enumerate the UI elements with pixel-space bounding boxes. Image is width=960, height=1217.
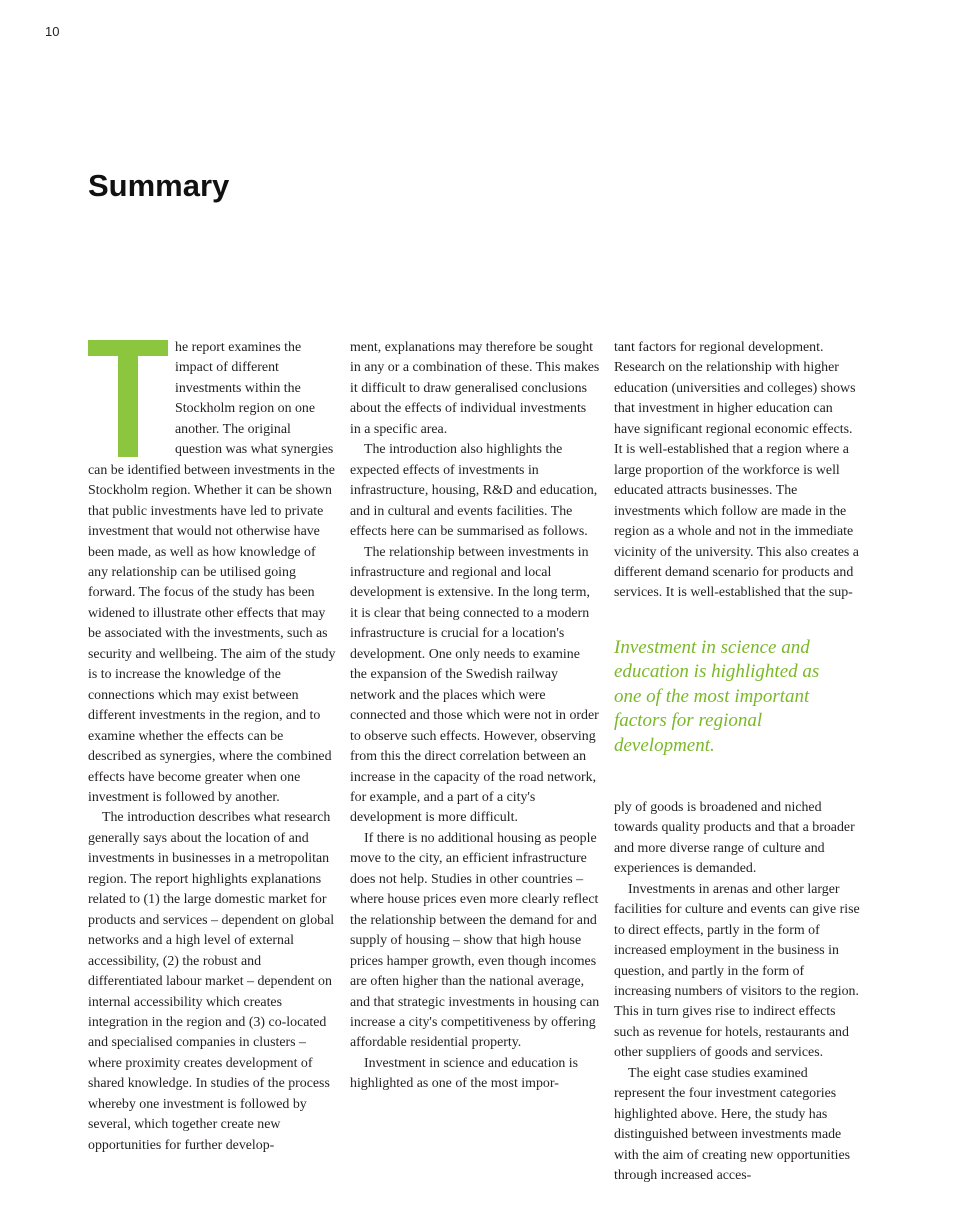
paragraph: he report examines the impact of different investments within the Stockholm region on one another. The original question was what synergies can be identified between investments in the Stockholm region. Whether it can be shown that public investments have led to private investment that would not otherwise have been made, as well as how knowledge of any relationship can be utilised going forward. The focus of the study has been widened to illustrate other effects that may be associated with the investments, such as security and wellbeing. The aim of the study is to increase the knowledge of the connections which may exist between different investments in the region, and to examine whether the effects can be described as synergies, where the combined effects have become greater when one investment is followed by another.	[88, 340, 336, 805]
text-column-3	[614, 338, 862, 1187]
paragraph: The introduction describes what research generally says about the location of and investments in businesses in a metropolitan region. The report highlights explanations related to (1) the large domestic market for products and services – dependent on global networks and a high level of external accessibility, (2) the robust and differentiated labour market – dependent on internal accessibility which creates integration in the region and (3) co-located and specialised companies in clusters – where proximity creates development of shared knowledge. In studies of the process whereby one investment is followed by several, which together create new opportunities for further develop-	[88, 810, 335, 1153]
paragraph: ment, explanations may therefore be sought in any or a combination of these. This makes it difficult to draw generalised conclusions about the effects of individual investments in a specific area.	[350, 340, 600, 437]
page-number: 10	[45, 24, 60, 39]
text-column-1	[88, 338, 338, 1156]
drop-cap	[88, 340, 172, 460]
paragraph: The introduction also highlights the expected effects of investments in infrastructure, housing, R&D and education, and in cultural and events facilities. The effects here can be summarised as follows.	[350, 442, 598, 540]
paragraph: The relationship between investments in infrastructure and regional and local development is extensive. In the long term, it is clear that being connected to a modern infrastructure is crucial for a location's development. One only needs to examine the expansion of the Swedish railway network and the places which were connected and those which were not in order to observe such effects. However, observing from this the direct correlation between an increase in the capacity of the road network, for example, and a part of a city's development is more difficult.	[350, 544, 599, 826]
paragraph: Investments in arenas and other larger facilities for culture and events can give rise to direct effects, partly in the form of increased employment in the business in question, and partly in the form of increasing numbers of visitors to the region. This in turn gives rise to indirect effects such as revenue for hotels, restaurants and other suppliers of goods and services.	[614, 881, 860, 1061]
page-title: Summary	[88, 168, 230, 203]
paragraph: Investment in science and education is highlighted as one of the most impor-	[350, 1055, 579, 1092]
paragraph: ply of goods is broadened and niched towards quality products and that a broader and more diverse range of culture and experiences is demanded.	[614, 799, 855, 877]
drop-cap-letter	[88, 340, 89, 341]
paragraph: If there is no additional housing as people move to the city, an efficient infrastructure does not help. Studies in other countries – where house prices even more clearly reflect the relationship between the demand for and supply of housing – show that high house prices hamper growth, even though incomes are often higher than the national average, and that strategic investments in housing can increase a city's competitiveness by offering affordable residential property.	[350, 830, 600, 1051]
pull-quote: Investment in science and education is highlighted as one of the most important factors for regional development.	[614, 636, 820, 756]
paragraph: The eight case studies examined represent the four investment categories highlighted above. Here, the study has distinguished between investments made with the aim of creating new opportunities through increased acces-	[614, 1065, 851, 1184]
paragraph: tant factors for regional development. Research on the relationship with higher education (universities and colleges) shows that investment in higher education can have significant regional economic effects. It is well-established that a region where a large proportion of the workforce is well educated attracts businesses. The investments which follow are made in the region as a whole and not in the immediate vicinity of the university. This also creates a different demand scenario for products and services. It is well-established that the sup-	[614, 340, 859, 601]
text-column-2	[350, 338, 600, 1095]
drop-cap-stem	[118, 340, 138, 457]
